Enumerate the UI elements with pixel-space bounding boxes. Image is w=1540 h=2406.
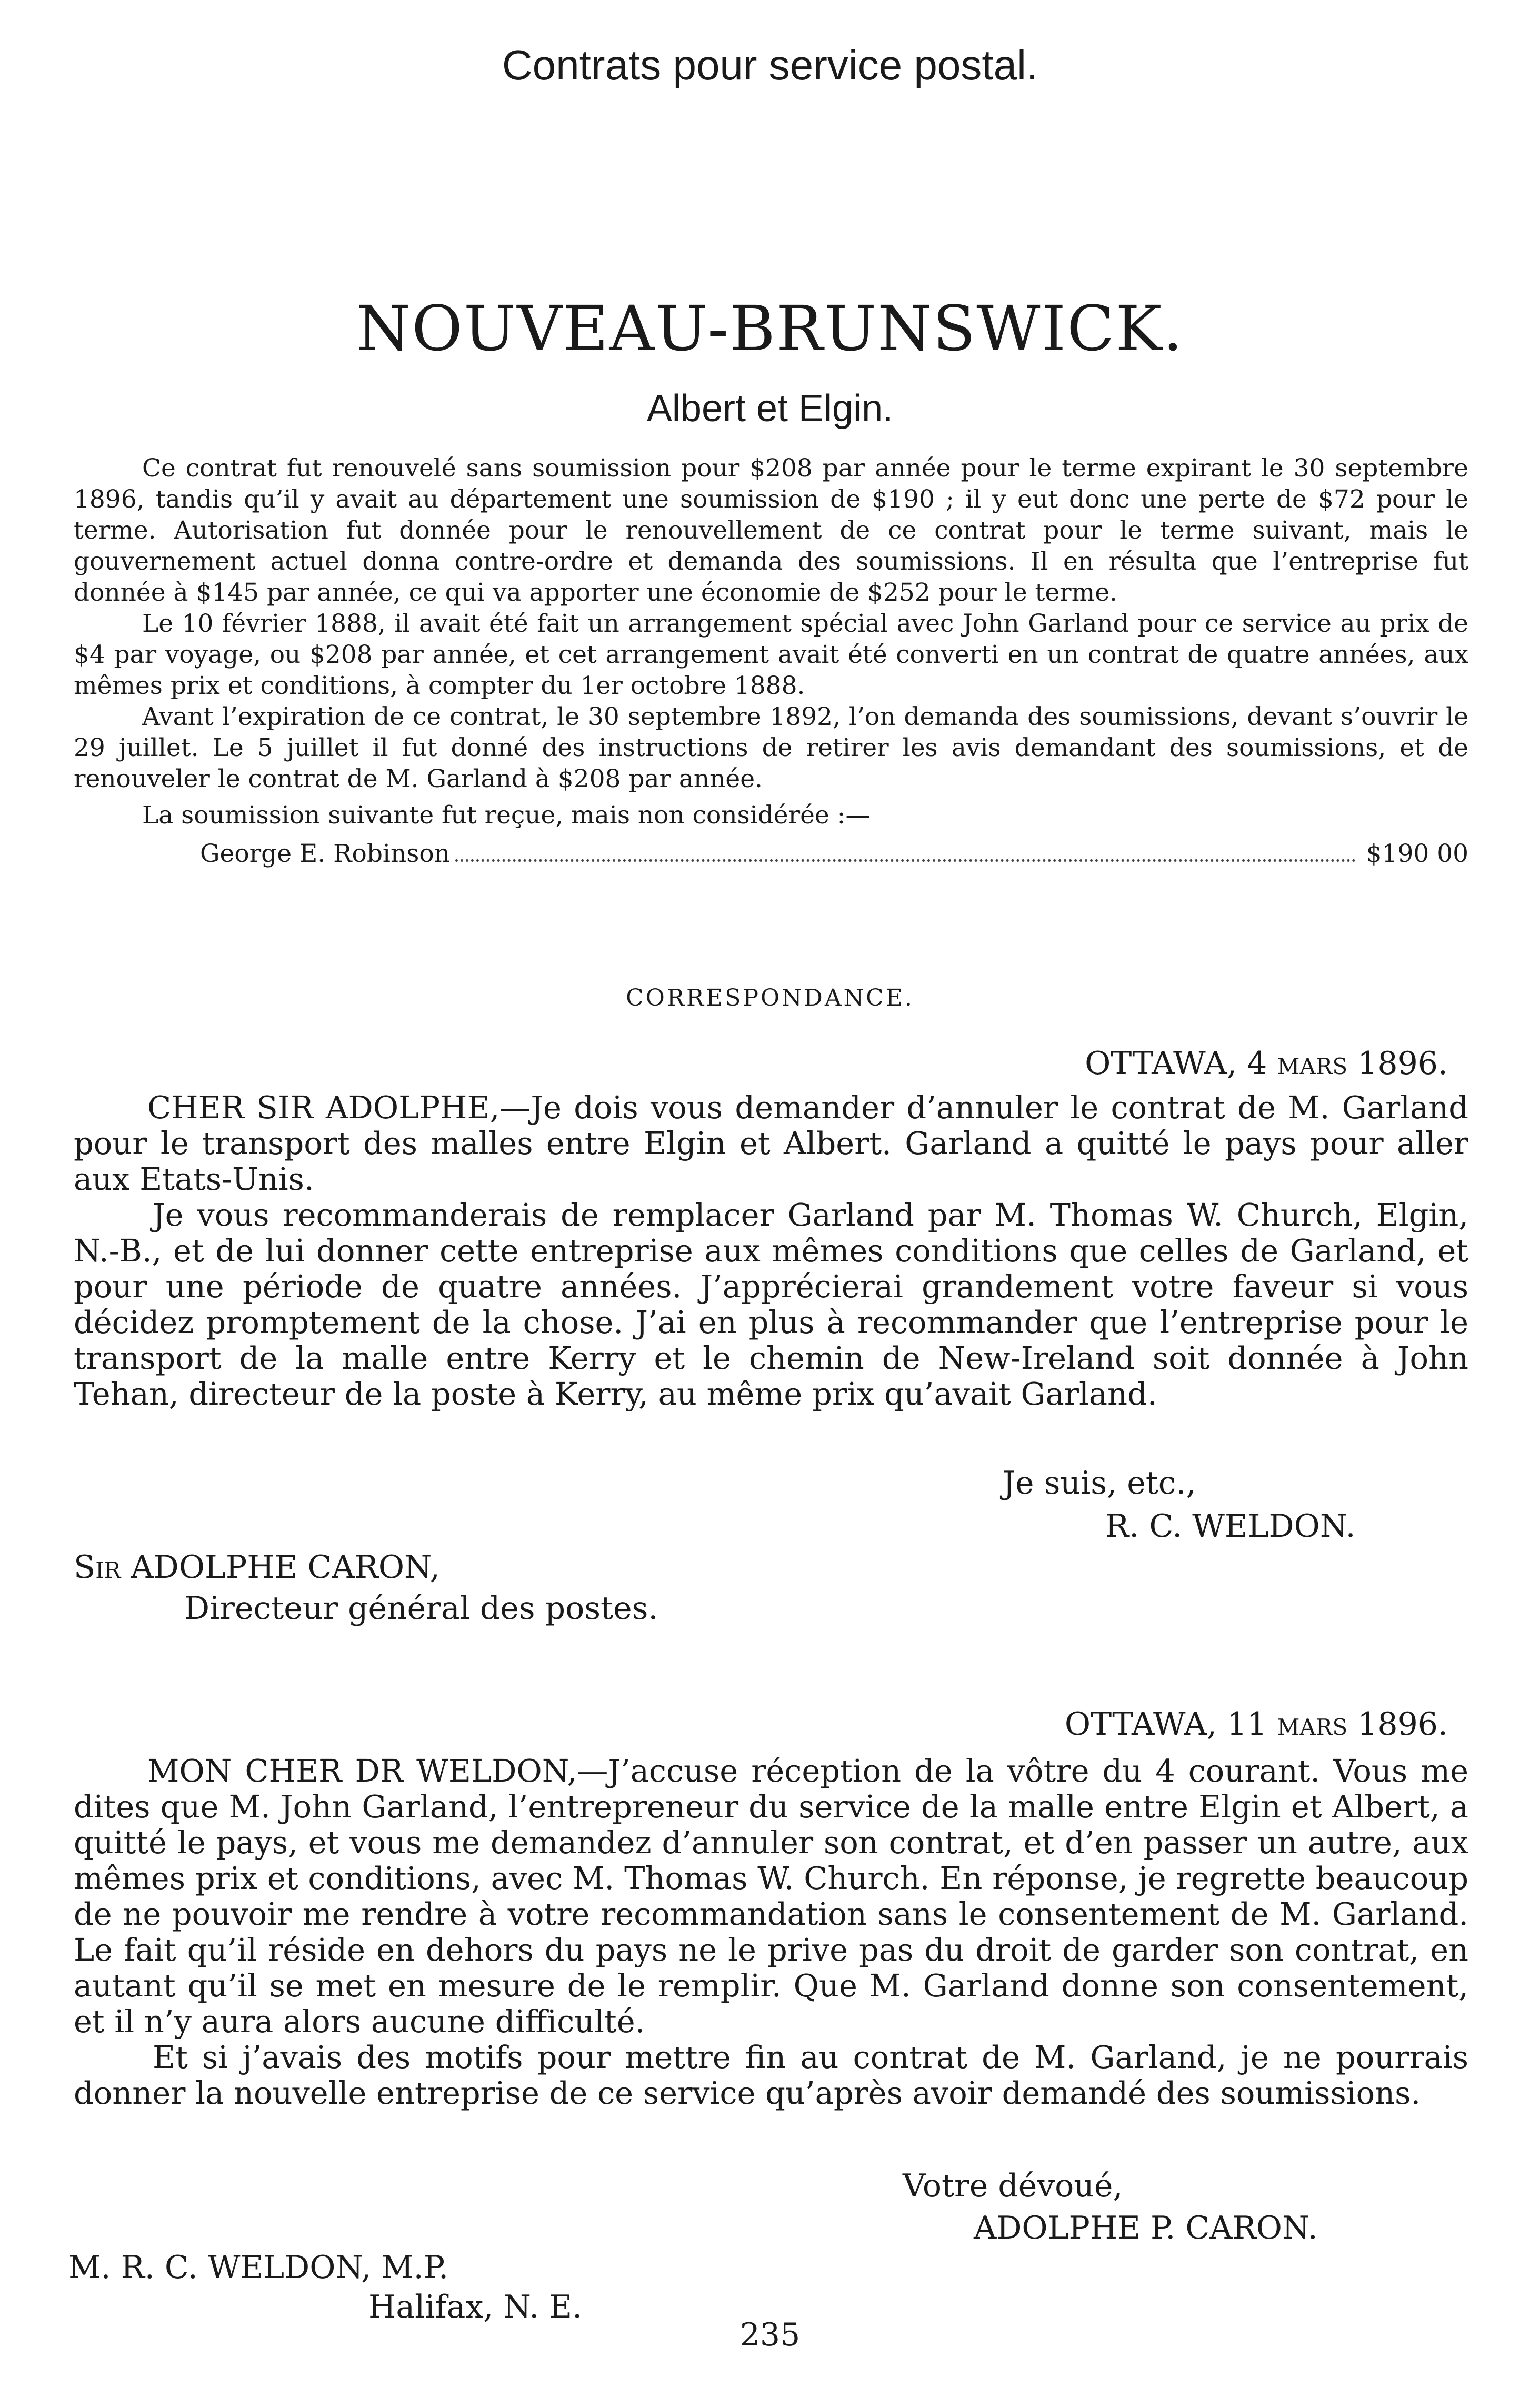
letter2-paragraph-1 [74, 1753, 1468, 2040]
letter2-body [74, 1753, 1468, 2111]
route-heading: Albert et Elgin. [646, 387, 894, 430]
dot-leader [455, 859, 1356, 862]
correspondence-heading: CORRESPONDANCE. [626, 985, 914, 1011]
letter2-salutation: MON CHER DR WELDON, [147, 1753, 577, 1789]
letter1-addressee-name: Sir ADOLPHE CARON, [74, 1549, 440, 1586]
bid-row [74, 838, 1468, 869]
letter2-paragraph-1-text: —J’accuse réception de la vôtre du 4 courant. Vous me dites que M. John Garland, l’entrepreneur du service de la malle entre Elgin et Albert, a quitté le pays, et vous me demandez d’annuler son contrat, et d’en passer un autre, aux mêmes prix et conditions, avec M. Thomas W. Church. En réponse, je regrette beaucoup de ne pouvoir me rendre à votre recommandation sans le consentement de M. Garland. Le fait qu’il réside en dehors du pays ne le prive pas du droit de garder son contrat, en autant qu’il se met en mesure de le remplir. Que M. Garland donne son consentement, et il n’y aura alors aucune difficulté. [74, 1753, 1468, 2040]
running-header: Contrats pour service postal. [502, 42, 1038, 88]
bid-intro: La soumission suivante fut reçue, mais non considérée :— [142, 801, 871, 830]
bid-amount: $190 00 [1366, 839, 1468, 868]
summary-paragraph-3: Avant l’expiration de ce contrat, le 30 septembre 1892, l’on demanda des soumissions, devant s’ouvrir le 29 juillet. Le 5 juillet il fut donné des instructions de retirer les avis demandant des soumissions, et de renouveler le contrat de M. Garland à $208 par année. [74, 702, 1468, 793]
summary-paragraph-1: Ce contrat fut renouvelé sans soumission pour $208 par année pour le terme expirant le 30 septembre 1896, tandis qu’il y avait au département une soumission de $190 ; il y eut donc une perte de $72 pour le terme. Autorisation fut donnée pour le renouvellement de ce contrat pour le terme suivant, mais le gouvernement actuel donna contre-ordre et demanda des soumissions. Il en résulta que l’entreprise fut donnée à $145 par année, ce qui va apporter une économie de $252 pour le terme. [74, 454, 1468, 607]
letter1-closing: Je suis, etc., [1003, 1465, 1196, 1502]
letter2-closing: Votre dévoué, [903, 2168, 1123, 2204]
letter1-paragraph-1 [74, 1090, 1468, 1197]
bidder-name: George E. Robinson [200, 839, 450, 868]
letter1-signature: R. C. WELDON. [1105, 1508, 1356, 1545]
letter1-body [74, 1090, 1468, 1412]
letter2-date: OTTAWA, 11 mars 1896. [1064, 1706, 1448, 1743]
letter2-signature: ADOLPHE P. CARON. [974, 2210, 1318, 2246]
letter2-addressee-name: M. R. C. WELDON, M.P. [68, 2249, 449, 2286]
letter1-paragraph-1-text: —Je dois vous demander d’annuler le contrat de M. Garland pour le transport des malles entre Elgin et Albert. Garland a quitté le pays pour aller aux Etats-Unis. [74, 1089, 1468, 1197]
province-heading: NOUVEAU-BRUNSWICK. [356, 292, 1184, 365]
letter1-date: OTTAWA, 4 mars 1896. [1085, 1045, 1448, 1082]
letter2-addressee-place: Halifax, N. E. [368, 2289, 583, 2325]
contract-summary [74, 453, 1468, 869]
letter1-salutation: CHER SIR ADOLPHE, [147, 1089, 500, 1126]
page-number: 235 [739, 2316, 801, 2353]
letter1-addressee-title: Directeur général des postes. [184, 1590, 658, 1627]
summary-paragraph-2: Le 10 février 1888, il avait été fait un arrangement spécial avec John Garland pour ce service au prix de $4 par voyage, ou $208 par année, et cet arrangement avait été converti en un contrat de quatre années, aux mêmes prix et conditions, à compter du 1er octobre 1888. [74, 609, 1468, 700]
letter1-paragraph-2: Je vous recommanderais de remplacer Garland par M. Thomas W. Church, Elgin, N.-B., et de lui donner cette entreprise aux mêmes conditions que celles de Garland, et pour une période de quatre années. J’apprécierai grandement votre faveur si vous décidez promptement de la chose. J’ai en plus à recommander que l’entreprise pour le transport de la malle entre Kerry et le chemin de New-Ireland soit donnée à John Tehan, directeur de la poste à Kerry, au même prix qu’avait Garland. [74, 1197, 1468, 1412]
letter2-paragraph-2: Et si j’avais des motifs pour mettre fin au contrat de M. Garland, je ne pourrais donner la nouvelle entreprise de ce service qu’après avoir demandé des soumissions. [74, 2039, 1468, 2111]
